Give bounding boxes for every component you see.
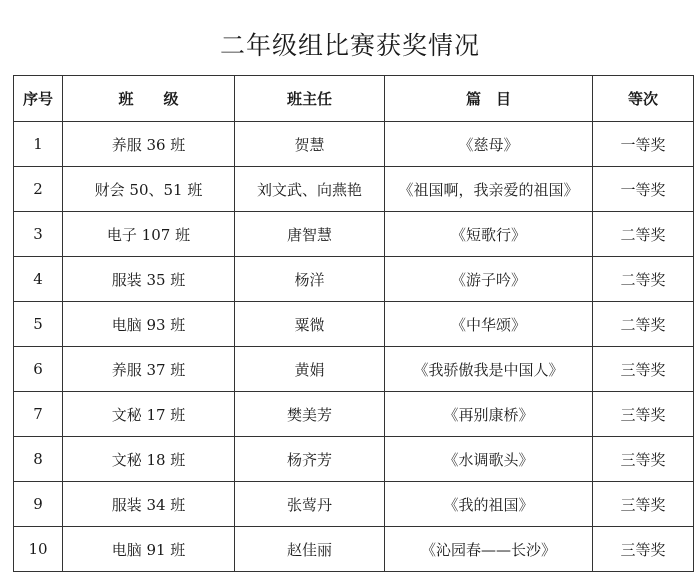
cell-no: 4 (14, 257, 63, 302)
cell-teacher: 张莺丹 (235, 482, 385, 527)
cell-no: 3 (14, 212, 63, 257)
table-row (14, 392, 694, 437)
cell-class: 服装 34 班 (63, 482, 235, 527)
cell-piece: 《我的祖国》 (385, 482, 593, 527)
header-piece: 篇 目 (385, 76, 593, 122)
header-no: 序号 (14, 76, 63, 122)
table-row (14, 212, 694, 257)
table-row (14, 527, 694, 572)
cell-class: 养服 36 班 (63, 122, 235, 167)
table-row (14, 437, 694, 482)
cell-rank: 三等奖 (593, 347, 694, 392)
cell-piece: 《游子吟》 (385, 257, 593, 302)
cell-class: 文秘 17 班 (63, 392, 235, 437)
header-class: 班 级 (63, 76, 235, 122)
cell-class: 养服 37 班 (63, 347, 235, 392)
cell-no: 8 (14, 437, 63, 482)
table-row (14, 347, 694, 392)
cell-rank: 二等奖 (593, 257, 694, 302)
cell-class: 服装 35 班 (63, 257, 235, 302)
cell-no: 6 (14, 347, 63, 392)
table-row (14, 257, 694, 302)
header-rank: 等次 (593, 76, 694, 122)
cell-teacher: 杨洋 (235, 257, 385, 302)
cell-piece: 《短歌行》 (385, 212, 593, 257)
cell-class: 文秘 18 班 (63, 437, 235, 482)
cell-no: 10 (14, 527, 63, 572)
cell-no: 2 (14, 167, 63, 212)
header-row (14, 76, 694, 122)
cell-teacher: 刘文武、向燕艳 (235, 167, 385, 212)
cell-teacher: 贺慧 (235, 122, 385, 167)
cell-piece: 《水调歌头》 (385, 437, 593, 482)
table-row (14, 302, 694, 347)
cell-rank: 三等奖 (593, 392, 694, 437)
table-row (14, 167, 694, 212)
cell-rank: 三等奖 (593, 482, 694, 527)
cell-rank: 一等奖 (593, 167, 694, 212)
cell-rank: 三等奖 (593, 437, 694, 482)
cell-no: 1 (14, 122, 63, 167)
cell-no: 5 (14, 302, 63, 347)
cell-class: 电子 107 班 (63, 212, 235, 257)
cell-teacher: 樊美芳 (235, 392, 385, 437)
cell-class: 电脑 91 班 (63, 527, 235, 572)
cell-rank: 三等奖 (593, 527, 694, 572)
cell-teacher: 粟微 (235, 302, 385, 347)
table-row (14, 482, 694, 527)
cell-piece: 《中华颂》 (385, 302, 593, 347)
cell-teacher: 杨齐芳 (235, 437, 385, 482)
table-body (14, 122, 694, 572)
cell-piece: 《再别康桥》 (385, 392, 593, 437)
cell-no: 7 (14, 392, 63, 437)
header-teacher: 班主任 (235, 76, 385, 122)
cell-piece: 《沁园春——长沙》 (385, 527, 593, 572)
cell-no: 9 (14, 482, 63, 527)
cell-teacher: 唐智慧 (235, 212, 385, 257)
cell-class: 电脑 93 班 (63, 302, 235, 347)
document-title: 二年级组比赛获奖情况 (219, 31, 480, 60)
cell-class: 财会 50、51 班 (63, 167, 235, 212)
cell-rank: 二等奖 (593, 212, 694, 257)
cell-teacher: 黄娟 (235, 347, 385, 392)
cell-piece: 《慈母》 (385, 122, 593, 167)
cell-piece: 《我骄傲我是中国人》 (385, 347, 593, 392)
table-header (14, 76, 694, 122)
cell-rank: 二等奖 (593, 302, 694, 347)
cell-teacher: 赵佳丽 (235, 527, 385, 572)
cell-piece: 《祖国啊，我亲爱的祖国》 (385, 167, 593, 212)
cell-rank: 一等奖 (593, 122, 694, 167)
table-row (14, 122, 694, 167)
awards-table (13, 75, 694, 572)
